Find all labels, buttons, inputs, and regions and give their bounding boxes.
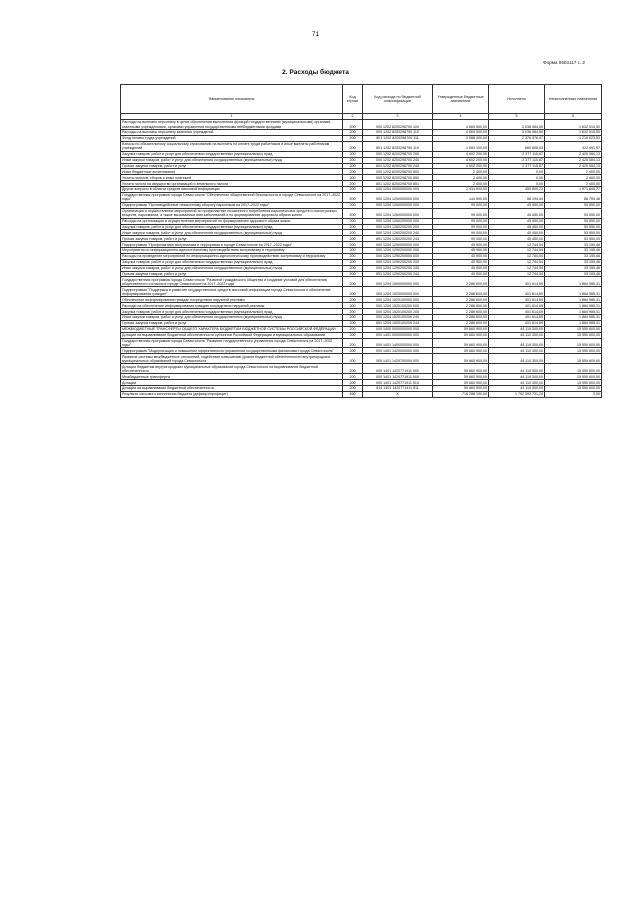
row-executed-amount: 12 744,54 [489, 242, 545, 248]
row-executed-amount: 0,00 [489, 175, 545, 181]
row-classification-code: 000 1202 8200298700 800 [363, 169, 433, 175]
row-approved-amount: 2 286 600,00 [433, 309, 489, 315]
row-name: Закупка товаров, работ и услуг для обеспечения государственных (муниципальных) нужд [121, 309, 343, 315]
row-code: 200 [343, 354, 363, 364]
row-name: Дотации бюджетам внутригородских муниципальных образований города Севастополя на выравнивание бюджетной обеспеченности [121, 364, 343, 374]
row-name: Прочая закупка товаров, работ и услуг [121, 320, 343, 326]
row-approved-amount: 99 000,00 [433, 208, 489, 218]
row-approved-amount: 2 286 600,00 [433, 297, 489, 303]
row-executed-amount: 45 450,00 [489, 218, 545, 224]
page-number: 71 [311, 31, 320, 38]
form-reference: Форма 0503117 с. 2 [543, 60, 585, 65]
row-code: 200 [343, 374, 363, 380]
row-classification-code: 801 1202 8200298700 119 [363, 141, 433, 151]
row-executed-amount: 58 194,54 [489, 192, 545, 202]
row-code: 200 [343, 386, 363, 392]
row-unexecuted-amount: 15 550 600,00 [545, 386, 602, 392]
row-approved-amount: 59 660 900,00 [433, 380, 489, 386]
row-approved-amount: 99 000,00 [433, 230, 489, 236]
row-executed-amount: 2 377 115,87 [489, 157, 545, 163]
row-code: 200 [343, 236, 363, 242]
row-unexecuted-amount: 53 550,00 [545, 230, 602, 236]
row-approved-amount: 45 900,00 [433, 248, 489, 254]
row-code: 200 [343, 253, 363, 259]
row-code: 450 [343, 391, 363, 397]
row-unexecuted-amount: 15 550 600,00 [545, 338, 602, 348]
row-name: Иные закупки товаров, работ и услуг для обеспечения государственных (муниципальных) нужд [121, 157, 343, 163]
row-unexecuted-amount: 1 884 985,31 [545, 303, 602, 309]
row-classification-code: 000 1202 8200298700 100 [363, 120, 433, 130]
column-header-approved: Утвержденные бюджетные назначения [433, 85, 489, 114]
row-executed-amount: 44 110 300,00 [489, 374, 545, 380]
row-executed-amount: 401 614,69 [489, 303, 545, 309]
row-unexecuted-amount: 2 400,00 [545, 169, 602, 175]
row-executed-amount: 12 744,54 [489, 253, 545, 259]
row-code: 200 [343, 297, 363, 303]
row-code: 200 [343, 208, 363, 218]
row-approved-amount: 2 286 600,00 [433, 277, 489, 287]
row-classification-code: 000 1204 1520100200 000 [363, 303, 433, 309]
row-unexecuted-amount: 33 155,46 [545, 242, 602, 248]
row-executed-amount: 44 110 300,00 [489, 386, 545, 392]
row-classification-code: 000 1204 1290200200 200 [363, 259, 433, 265]
row-executed-amount: 660 608,03 [489, 141, 545, 151]
row-name: Организация и осуществление мероприятий по профилактике незаконного потребления наркотических средств и психотропных веществ, наркомании, а также вызываемых ими заболеваний и по формированию здорового образа жизни [121, 208, 343, 218]
row-approved-amount: 1 083 100,00 [433, 141, 489, 151]
row-code: 200 [343, 309, 363, 315]
table-row [121, 120, 602, 130]
row-classification-code: 000 1204 1260000000 000 [363, 202, 433, 208]
row-approved-amount: 2 400,00 [433, 175, 489, 181]
row-executed-amount: 45 450,00 [489, 208, 545, 218]
row-unexecuted-amount: 33 155,46 [545, 253, 602, 259]
row-code: 200 [343, 230, 363, 236]
row-executed-amount: 12 744,54 [489, 271, 545, 277]
row-unexecuted-amount: 53 550,00 [545, 202, 602, 208]
row-approved-amount: 59 660 900,00 [433, 326, 489, 332]
row-name: Иные бюджетные ассигнования [121, 169, 343, 175]
row-approved-amount: 59 660 900,00 [433, 386, 489, 392]
column-header-code: Код строки [343, 85, 363, 114]
row-classification-code: 801 1202 8200298700 851 [363, 181, 433, 187]
row-classification-code: 000 1401 1400000000 000 [363, 338, 433, 348]
table-row [121, 287, 602, 297]
row-code: 200 [343, 135, 363, 141]
row-unexecuted-amount: 15 550 600,00 [545, 348, 602, 354]
row-code: 200 [343, 326, 363, 332]
row-executed-amount: 401 614,69 [489, 315, 545, 321]
table-body [121, 120, 602, 398]
row-code: 200 [343, 202, 363, 208]
row-unexecuted-amount: 53 550,00 [545, 208, 602, 218]
row-unexecuted-amount: 1 632 515,50 [545, 120, 602, 130]
row-executed-amount: 401 614,69 [489, 320, 545, 326]
row-name: МЕЖБЮДЖЕТНЫЕ ТРАНСФЕРТЫ ОБЩЕГО ХАРАКТЕРА БЮДЖЕТАМ БЮДЖЕТНОЙ СИСТЕМЫ РОССИЙСКОЙ ФЕДЕРАЦИИ [121, 326, 343, 332]
row-approved-amount: 2 431 500,00 [433, 187, 489, 193]
row-unexecuted-amount: 1 884 985,31 [545, 287, 602, 297]
row-executed-amount: 44 110 300,00 [489, 354, 545, 364]
row-approved-amount: 99 000,00 [433, 202, 489, 208]
row-code: 200 [343, 157, 363, 163]
row-name: Государственная программа города Севастополя "Обеспечение общественной безопасности в городе Севастополе на 2017–2022 годы" [121, 192, 343, 202]
row-code: 200 [343, 315, 363, 321]
row-code: 200 [343, 248, 363, 254]
row-executed-amount: 2 376 376,47 [489, 135, 545, 141]
row-classification-code: 000 1401 1420000000 000 [363, 348, 433, 354]
row-executed-amount: 45 450,00 [489, 230, 545, 236]
row-name: Государственная программа города Севастополя "Развитие гражданского общества и создание условий для обеспечения общественного согласия в городе Севастополе на 2017–2022 годы" [121, 277, 343, 287]
row-classification-code: 000 1400 0000000000 000 [363, 326, 433, 332]
row-executed-amount: 44 110 300,00 [489, 380, 545, 386]
row-classification-code: 000 1204 1260200200 200 [363, 224, 433, 230]
row-approved-amount: 99 000,00 [433, 218, 489, 224]
row-approved-amount: 2 400,00 [433, 169, 489, 175]
row-executed-amount: 0,00 [489, 181, 545, 187]
row-code: 200 [343, 287, 363, 297]
row-executed-amount: 1 702 392 731,24 [489, 391, 545, 397]
column-number: 4 [433, 113, 489, 119]
row-classification-code: 000 1202 8200298700 200 [363, 151, 433, 157]
row-name: Прочая закупка товаров, работ и услуг [121, 271, 343, 277]
row-unexecuted-amount: 53 550,00 [545, 218, 602, 224]
row-name: Другие вопросы в области средств массовой информации [121, 187, 343, 193]
row-name: Результат кассового исполнения бюджета (дефицит/профицит) [121, 391, 343, 397]
row-name: Расходы на проведение мероприятий по информационно-идеологическому противодействию экстремизму и терроризму [121, 253, 343, 259]
row-classification-code: 000 1202 8200298700 850 [363, 175, 433, 181]
row-classification-code: 000 1204 1260200200 240 [363, 230, 433, 236]
row-code: 200 [343, 175, 363, 181]
row-name: Взносы по обязательному социальному страхованию на выплаты по оплате труда работников и иные выплаты работникам учреждений [121, 141, 343, 151]
row-unexecuted-amount: 0,00 [545, 391, 602, 397]
row-name: Закупка товаров, работ и услуг для обеспечения государственных (муниципальных) нужд [121, 151, 343, 157]
row-approved-amount: 99 000,00 [433, 224, 489, 230]
row-code: 200 [343, 187, 363, 193]
row-unexecuted-amount: 1 884 985,31 [545, 315, 602, 321]
row-approved-amount: 59 660 900,00 [433, 348, 489, 354]
row-approved-amount: 99 000,00 [433, 236, 489, 242]
row-name: Дотации на выравнивание бюджетной обеспеченности субъектов Российской Федерации и муниципальных образований [121, 332, 343, 338]
row-code: 200 [343, 192, 363, 202]
row-executed-amount: 401 614,69 [489, 309, 545, 315]
row-unexecuted-amount: 33 155,46 [545, 271, 602, 277]
row-executed-amount: 45 450,00 [489, 224, 545, 230]
row-classification-code: 000 1204 1520100200 200 [363, 309, 433, 315]
column-number: 1 [121, 113, 343, 119]
row-executed-amount: 3 036 984,50 [489, 120, 545, 130]
row-code: 200 [343, 265, 363, 271]
row-code: 200 [343, 348, 363, 354]
row-unexecuted-amount: 33 155,46 [545, 259, 602, 265]
row-code: 200 [343, 303, 363, 309]
row-executed-amount: 401 614,69 [489, 287, 545, 297]
budget-expenses-table [120, 84, 602, 398]
table-row [121, 141, 602, 151]
row-classification-code: 000 1202 8200298700 110 [363, 130, 433, 136]
row-code: 200 [343, 242, 363, 248]
row-executed-amount: 12 744,54 [489, 248, 545, 254]
row-code: 200 [343, 259, 363, 265]
row-executed-amount: 2 377 115,87 [489, 151, 545, 157]
column-number: 5 [489, 113, 545, 119]
row-unexecuted-amount: 53 550,00 [545, 236, 602, 242]
row-executed-amount: 12 744,54 [489, 265, 545, 271]
row-classification-code: X [363, 391, 433, 397]
row-classification-code: 851 1204 1520100200 244 [363, 320, 433, 326]
column-header-executed: Исполнено [489, 85, 545, 114]
row-classification-code: 801 1202 8200298700 111 [363, 135, 433, 141]
row-code: 200 [343, 338, 363, 348]
row-executed-amount: 45 450,00 [489, 202, 545, 208]
row-code: 200 [343, 332, 363, 338]
row-classification-code: 000 1204 1260200000 000 [363, 218, 433, 224]
row-classification-code: 000 1204 1290200000 000 [363, 248, 433, 254]
row-unexecuted-amount: 1 210 023,53 [545, 135, 602, 141]
row-classification-code: 000 1204 1520000000 000 [363, 287, 433, 297]
column-header-unexecuted: Неисполненные назначения [545, 85, 602, 114]
row-name: Подпрограмма "Противодействие незаконному обороту наркотиков на 2017–2022 годы" [121, 202, 343, 208]
row-code: 200 [343, 218, 363, 224]
row-approved-amount: 4 602 200,00 [433, 163, 489, 169]
row-classification-code: 000 1401 1420700000 000 [363, 354, 433, 364]
row-executed-amount: 0,00 [489, 169, 545, 175]
row-code: 200 [343, 151, 363, 157]
row-unexecuted-amount: 1 884 985,31 [545, 309, 602, 315]
column-number: 3 [363, 113, 433, 119]
row-approved-amount: 59 660 900,00 [433, 354, 489, 364]
row-classification-code: 851 1204 1260200200 244 [363, 236, 433, 242]
row-approved-amount: 2 286 600,00 [433, 303, 489, 309]
row-approved-amount: 2 400,00 [433, 181, 489, 187]
row-name: Фонд оплаты труда учреждений [121, 135, 343, 141]
row-code: 200 [343, 380, 363, 386]
row-executed-amount: 45 450,00 [489, 236, 545, 242]
row-approved-amount: -716 288 190,00 [433, 391, 489, 397]
row-unexecuted-amount: 1 884 985,31 [545, 277, 602, 287]
row-code: 200 [343, 277, 363, 287]
row-approved-amount: 2 286 600,00 [433, 287, 489, 297]
row-approved-amount: 45 900,00 [433, 253, 489, 259]
row-name: Прочая закупка товаров, работ и услуг [121, 236, 343, 242]
row-classification-code: 000 1401 1420771911 000 [363, 364, 433, 374]
row-unexecuted-amount: 33 155,46 [545, 265, 602, 271]
row-name: Подпрограмма "Профилактика экстремизма и терроризма в городе Севастополе на 2017–2022 годы" [121, 242, 343, 248]
row-classification-code: 000 1204 1520100200 240 [363, 315, 433, 321]
row-executed-amount: 459 809,23 [489, 187, 545, 193]
row-code: 200 [343, 130, 363, 136]
row-approved-amount: 3 586 400,00 [433, 135, 489, 141]
row-name: Иные закупки товаров, работ и услуг для обеспечения государственных (муниципальных) нужд [121, 315, 343, 321]
row-name: Закупка товаров, работ и услуг для обеспечения государственных (муниципальных) нужд [121, 224, 343, 230]
table-row [121, 277, 602, 287]
table-row [121, 364, 602, 374]
row-name: Подпрограмма "Модернизация и повышение эффективности управления государственными финансами города Севастополя" [121, 348, 343, 354]
row-approved-amount: 59 660 900,00 [433, 374, 489, 380]
row-name: Развитие системы межбюджетных отношений, содействие повышению уровня бюджетной обеспеченности внутригородских муниципальных образований города Севастополя [121, 354, 343, 364]
row-unexecuted-amount: 33 155,46 [545, 248, 602, 254]
row-classification-code: 801 1202 8200298700 244 [363, 163, 433, 169]
row-classification-code: 000 1204 1290200200 240 [363, 265, 433, 271]
row-unexecuted-amount: 86 705,46 [545, 192, 602, 202]
row-name: Уплата налогов, сборов и иных платежей [121, 175, 343, 181]
row-executed-amount: 3 036 984,50 [489, 130, 545, 136]
row-name: Дотации [121, 380, 343, 386]
row-approved-amount: 45 900,00 [433, 271, 489, 277]
row-code: 200 [343, 320, 363, 326]
row-executed-amount: 44 110 300,00 [489, 364, 545, 374]
row-name: Иные закупки товаров, работ и услуг для обеспечения государственных (муниципальных) нужд [121, 230, 343, 236]
row-approved-amount: 59 660 900,00 [433, 364, 489, 374]
row-unexecuted-amount: 1 884 985,31 [545, 320, 602, 326]
row-approved-amount: 2 286 600,00 [433, 315, 489, 321]
row-approved-amount: 144 900,00 [433, 192, 489, 202]
row-executed-amount: 44 110 300,00 [489, 326, 545, 332]
row-approved-amount: 45 900,00 [433, 265, 489, 271]
row-approved-amount: 4 669 500,00 [433, 130, 489, 136]
row-unexecuted-amount: 2 425 084,13 [545, 157, 602, 163]
row-approved-amount: 45 900,00 [433, 242, 489, 248]
row-name: Подпрограмма "Поддержка и развитие государственных средств массовой информации города Севастополя и обеспечение информирования граждан" [121, 287, 343, 297]
row-unexecuted-amount: 15 550 600,00 [545, 374, 602, 380]
column-header-classification: Код расхода по бюджетной классификации [363, 85, 433, 114]
row-unexecuted-amount: 422 491,97 [545, 141, 602, 151]
row-unexecuted-amount: 53 550,00 [545, 224, 602, 230]
row-name: Государственная программа города Севастополя "Развитие государственного управления города Севастополя на 2017–2022 годы" [121, 338, 343, 348]
row-classification-code: 000 1204 0000000000 000 [363, 187, 433, 193]
row-approved-amount: 59 660 900,00 [433, 332, 489, 338]
row-unexecuted-amount: 15 550 600,00 [545, 326, 602, 332]
row-code: 200 [343, 364, 363, 374]
row-executed-amount: 44 110 300,00 [489, 348, 545, 354]
row-classification-code: 814 1401 1420771911 511 [363, 386, 433, 392]
row-name: Межбюджетные трансферты [121, 374, 343, 380]
row-executed-amount: 401 614,69 [489, 277, 545, 287]
table-header-row [121, 85, 602, 114]
row-classification-code: 000 1204 1500000000 000 [363, 277, 433, 287]
row-classification-code: 000 1202 8200298700 240 [363, 157, 433, 163]
row-unexecuted-amount: 1 971 690,77 [545, 187, 602, 193]
row-executed-amount: 401 614,69 [489, 297, 545, 303]
row-unexecuted-amount: 2 400,00 [545, 181, 602, 187]
row-name: Мероприятия по информационно-идеологическому противодействию экстремизму и терроризму [121, 248, 343, 254]
table-row [121, 338, 602, 348]
row-name: Прочая закупка товаров, работ и услуг [121, 163, 343, 169]
row-unexecuted-amount: 2 425 084,13 [545, 163, 602, 169]
row-approved-amount: 4 669 500,00 [433, 120, 489, 130]
page-title: 2. Расходы бюджета [282, 69, 349, 76]
column-number: 2 [343, 113, 363, 119]
row-classification-code: 000 1204 1520100000 000 [363, 297, 433, 303]
row-classification-code: 851 1204 1290200200 244 [363, 271, 433, 277]
row-name: Расходы на обеспечение информирования граждан посредством наружной рекламы [121, 303, 343, 309]
row-classification-code: 000 1401 0000000000 000 [363, 332, 433, 338]
row-classification-code: 000 1204 1290200000 000 [363, 253, 433, 259]
row-unexecuted-amount: 15 550 600,00 [545, 380, 602, 386]
row-name: Расходы на выплаты персоналу казенных учреждений [121, 130, 343, 136]
row-name: Дотации на выравнивание бюджетной обеспеченности [121, 386, 343, 392]
row-classification-code: 000 1204 1200000000 000 [363, 192, 433, 202]
column-number: 6 [545, 113, 602, 119]
row-unexecuted-amount: 1 884 985,31 [545, 297, 602, 303]
row-unexecuted-amount: 15 550 600,00 [545, 332, 602, 338]
row-executed-amount: 2 377 115,87 [489, 163, 545, 169]
row-classification-code: 000 1401 1420771911 500 [363, 374, 433, 380]
row-approved-amount: 2 286 600,00 [433, 320, 489, 326]
row-code: 200 [343, 163, 363, 169]
row-executed-amount: 44 110 300,00 [489, 332, 545, 338]
row-unexecuted-amount: 1 632 515,50 [545, 130, 602, 136]
table-row [121, 208, 602, 218]
row-unexecuted-amount: 2 400,00 [545, 175, 602, 181]
row-name: Расходы на организацию и осуществление мероприятий по формированию здорового образа жизни [121, 218, 343, 224]
row-code: 200 [343, 169, 363, 175]
row-name: Расходы на выплаты персоналу в целях обеспечения выполнения функций государственными (муниципальными) органами, казенными учреждениями, органами управления государственными внебюджетными фондами [121, 120, 343, 130]
row-code: 200 [343, 120, 363, 130]
row-unexecuted-amount: 15 550 600,00 [545, 354, 602, 364]
row-executed-amount: 12 744,54 [489, 259, 545, 265]
table-row [121, 354, 602, 364]
column-header-name: Наименование показателя [121, 85, 343, 114]
row-code: 200 [343, 141, 363, 151]
row-classification-code: 000 1204 1260000000 000 [363, 208, 433, 218]
row-code: 200 [343, 224, 363, 230]
row-classification-code: 000 1204 1290000000 000 [363, 242, 433, 248]
row-name: Закупка товаров, работ и услуг для обеспечения государственных (муниципальных) нужд [121, 259, 343, 265]
row-name: Обеспечение информирования граждан посредством наружной рекламы [121, 297, 343, 303]
row-code: 200 [343, 181, 363, 187]
row-approved-amount: 4 602 200,00 [433, 157, 489, 163]
row-classification-code: 000 1401 1420771911 510 [363, 380, 433, 386]
row-name: Иные закупки товаров, работ и услуг для обеспечения государственных (муниципальных) нужд [121, 265, 343, 271]
row-unexecuted-amount: 2 425 084,13 [545, 151, 602, 157]
table-row [121, 192, 602, 202]
row-approved-amount: 59 660 900,00 [433, 338, 489, 348]
row-code: 200 [343, 271, 363, 277]
table-row [121, 391, 602, 397]
row-name: Уплата налога на имущество организаций и земельного налога [121, 181, 343, 187]
row-approved-amount: 45 900,00 [433, 259, 489, 265]
row-approved-amount: 4 602 200,00 [433, 151, 489, 157]
row-unexecuted-amount: 15 550 600,00 [545, 364, 602, 374]
row-executed-amount: 44 110 300,00 [489, 338, 545, 348]
